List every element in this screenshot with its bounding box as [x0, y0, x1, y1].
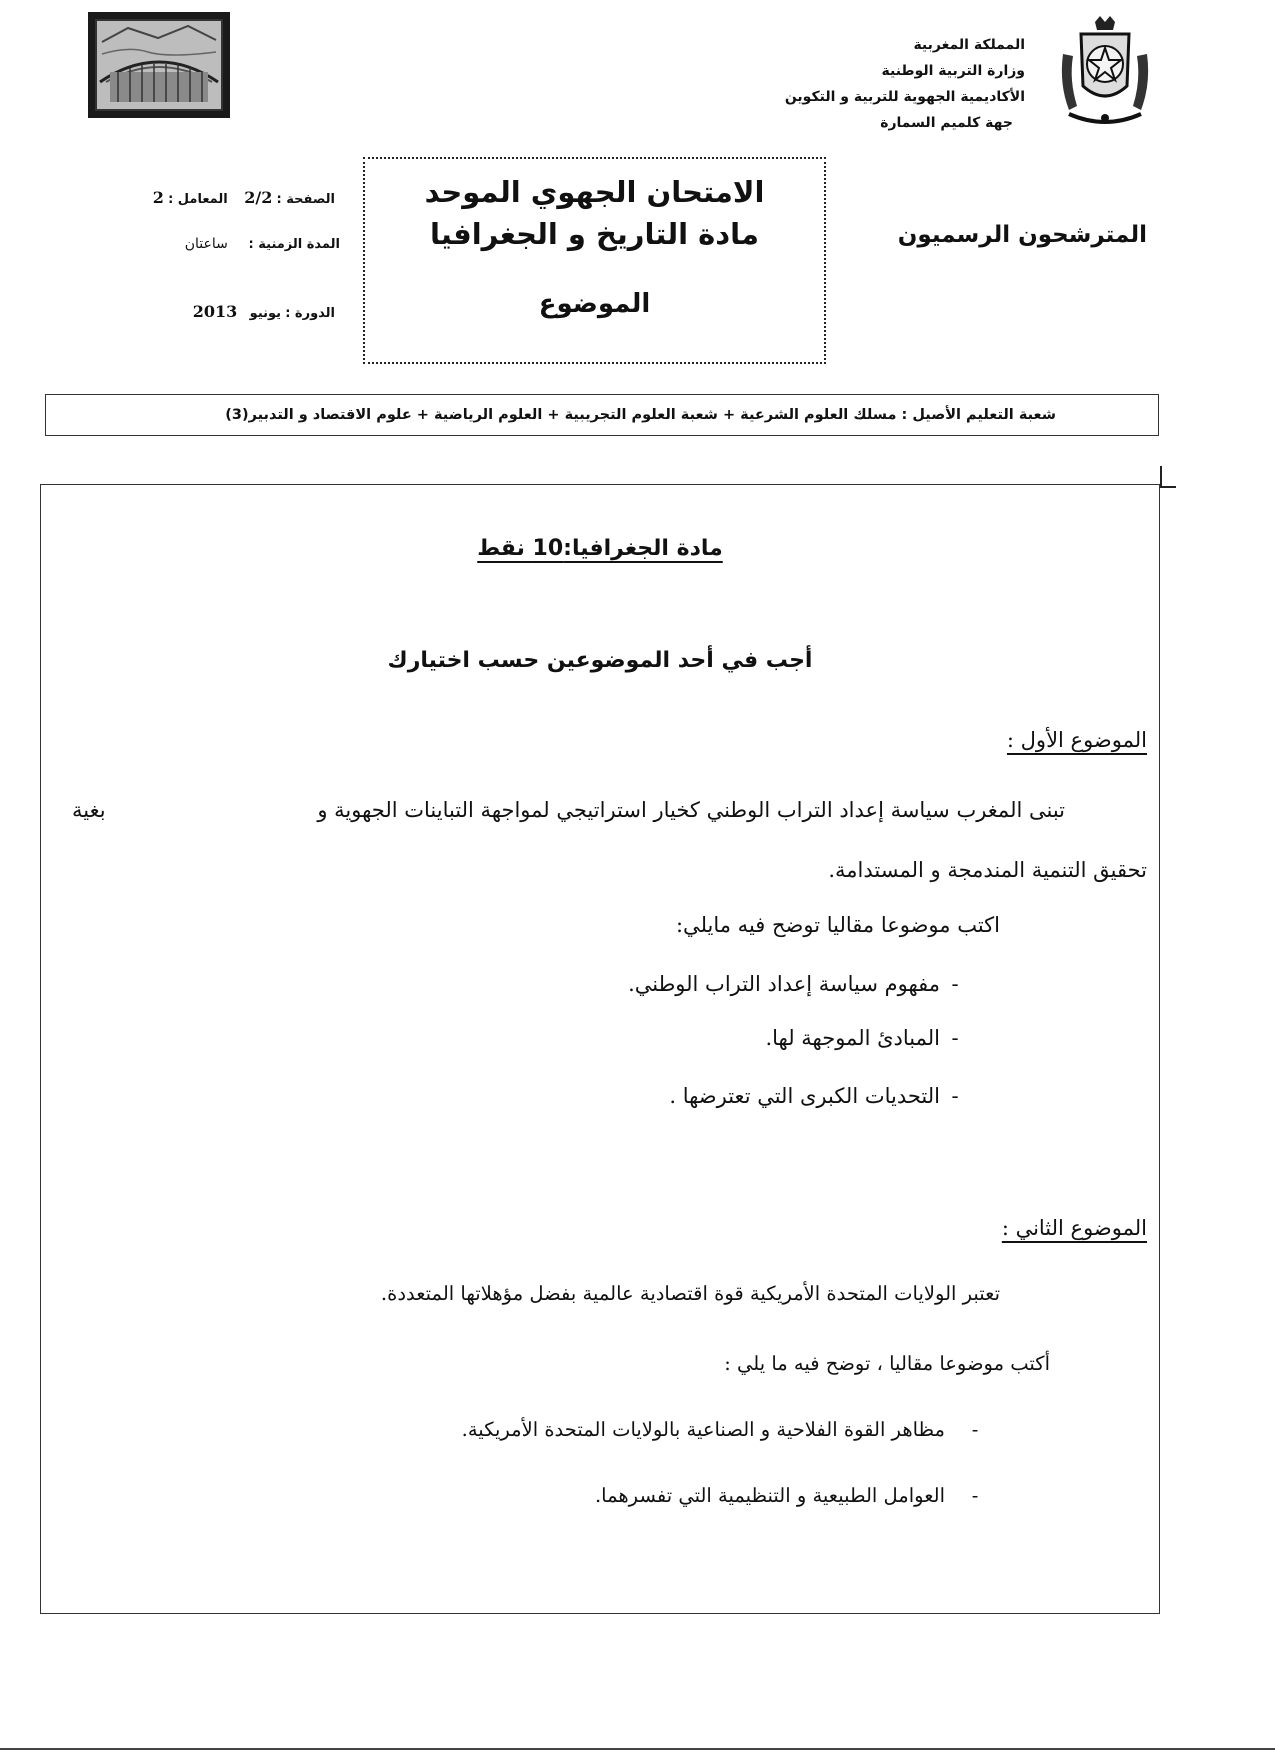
subject-heading	[40, 536, 1160, 561]
topic2-intro: تعتبر الولايات المتحدة الأمريكية قوة اقتصادية عالمية بفضل مؤهلاتها المتعددة.	[380, 1282, 1000, 1305]
instruction-text: أجب في أحد الموضوعين حسب اختيارك	[387, 648, 813, 673]
duration-label: المدة الزمنية :	[248, 237, 340, 252]
topic2-bullet-2	[595, 1484, 1005, 1507]
topic2-write-instruction: أكتب موضوعا مقاليا ، توضح فيه ما يلي :	[724, 1352, 1050, 1375]
topic2-bullet-1-text: مظاهر القوة الفلاحية و الصناعية بالولايات المتحدة الأمريكية.	[461, 1418, 945, 1441]
exam-subject-title: مادة التاريخ و الجغرافيا	[430, 217, 759, 251]
topic1-bullet-2-text: المبادئ الموجهة لها.	[765, 1026, 940, 1050]
royal-coat-of-arms-icon	[1055, 14, 1155, 130]
topic2-bullet-1	[462, 1418, 1005, 1441]
topic1-bullet-3	[669, 1084, 970, 1108]
bullet-dash: -	[951, 1084, 959, 1108]
coefficient-label: المعامل :	[168, 192, 228, 207]
bullet-dash: -	[951, 1026, 959, 1050]
session-label: الدورة :	[285, 306, 335, 321]
duration-value: ساعتان	[184, 236, 228, 252]
exam-title-box	[363, 157, 826, 364]
frame-corner-tick	[1160, 486, 1176, 488]
bullet-dash: -	[971, 1484, 979, 1507]
topic2-bullet-2-text: العوامل الطبيعية و التنظيمية التي تفسرهما.	[594, 1484, 945, 1507]
bullet-dash: -	[971, 1418, 979, 1441]
duration-info	[185, 236, 340, 252]
topic1-intro-line1-end: بغية	[72, 798, 106, 822]
academy-building-logo-icon	[88, 12, 230, 118]
topic1-title: الموضوع الأول :	[1006, 728, 1147, 752]
topic1-bullet-1	[628, 972, 970, 996]
page-label: الصفحة :	[276, 192, 335, 207]
page-value: 2/2	[244, 188, 273, 207]
page-coefficient-info	[153, 188, 335, 207]
session-month: يونيو	[249, 306, 282, 321]
session-year: 2013	[192, 302, 238, 321]
candidates-label: المترشحون الرسميون	[897, 222, 1147, 248]
institution-header	[775, 32, 1025, 136]
coefficient-value: 2	[152, 188, 164, 207]
topic2-title: الموضوع الثاني :	[1001, 1216, 1147, 1240]
exam-title: الامتحان الجهوي الموحد	[424, 175, 765, 209]
institution-line-ministry: وزارة التربية الوطنية	[881, 63, 1025, 79]
bullet-dash: -	[951, 972, 959, 996]
topic1-bullet-1-text: مفهوم سياسة إعداد التراب الوطني.	[628, 972, 940, 996]
topic1-intro-line1: تبنى المغرب سياسة إعداد التراب الوطني كخيار استراتيجي لمواجهة التباينات الجهوية و	[317, 798, 1065, 822]
exam-topic-heading: الموضوع	[538, 289, 651, 319]
subject-heading-text: مادة الجغرافيا:10 نقط	[477, 536, 723, 561]
topic1-intro-line2: تحقيق التنمية المندمجة و المستدامة.	[828, 858, 1147, 882]
topic1-bullet-3-text: التحديات الكبرى التي تعترضها .	[669, 1084, 940, 1108]
topic1-bullet-2	[765, 1026, 970, 1050]
institution-line-kingdom: المملكة المغربية	[913, 37, 1025, 53]
track-box: شعبة التعليم الأصيل : مسلك العلوم الشرعية + شعبة العلوم التجريبية + العلوم الرياضية + علوم الاقتصاد و التدبير(3)	[45, 394, 1159, 436]
session-info	[193, 302, 335, 321]
institution-line-region: جهة كلميم السمارة	[880, 115, 1013, 131]
topic1-write-instruction: اكتب موضوعا مقاليا توضح فيه مايلي:	[675, 913, 1000, 937]
frame-corner-mark	[1160, 466, 1162, 488]
institution-line-academy: الأكاديمية الجهوية للتربية و التكوين	[784, 89, 1025, 105]
scan-bottom-edge	[0, 1748, 1275, 1750]
